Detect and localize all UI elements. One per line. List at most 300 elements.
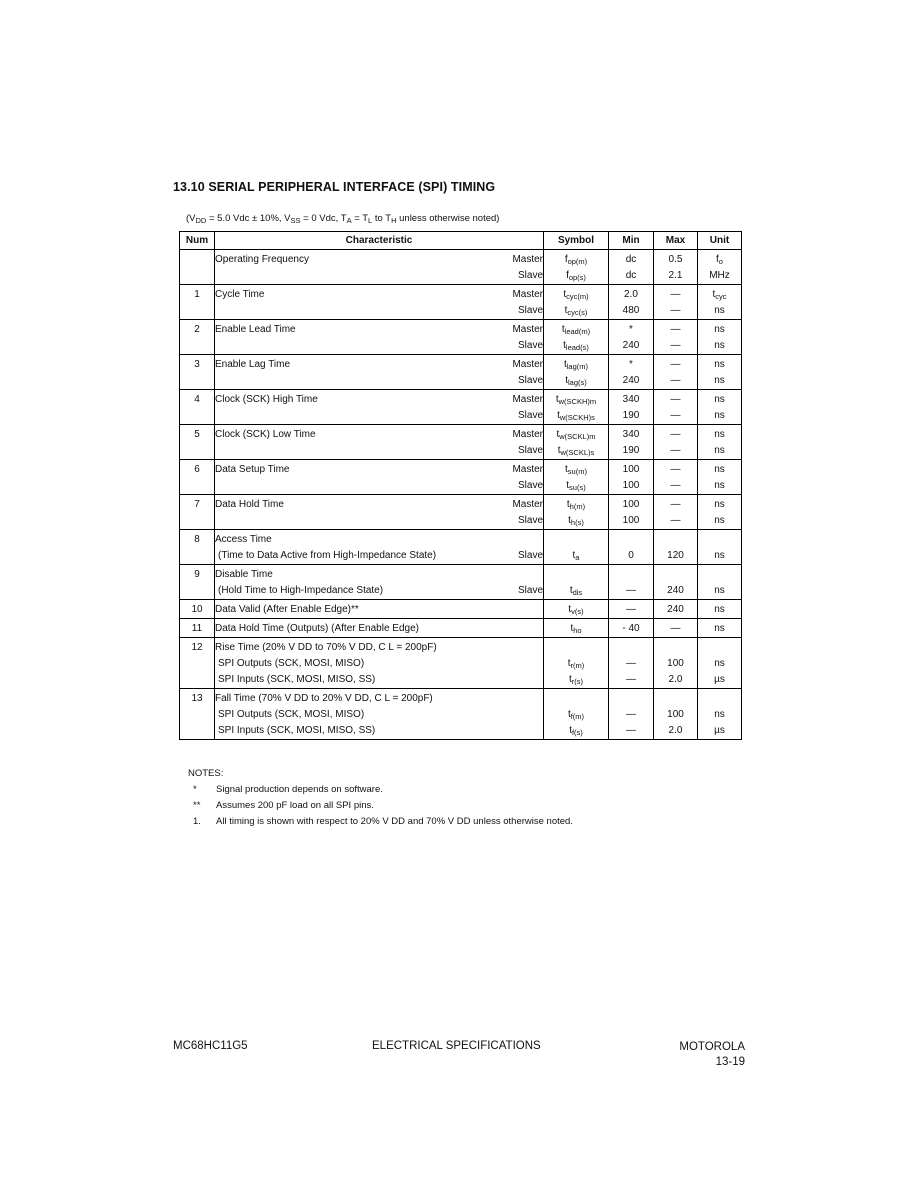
unit-base: ns <box>714 429 725 440</box>
symbol-line <box>544 268 608 284</box>
min-value: 480 <box>622 305 640 316</box>
unit-subscript: o <box>718 257 723 266</box>
row-num <box>180 355 215 390</box>
unit-base: ns <box>714 515 725 526</box>
unit-base: ns <box>714 709 725 720</box>
characteristic-text: Data Hold Time <box>215 499 284 510</box>
footer-part-number: MC68HC11G5 <box>173 1040 248 1052</box>
min-value: 2.0 <box>624 289 638 300</box>
row-num-value: 5 <box>194 429 200 440</box>
row-symbol <box>544 600 609 619</box>
symbol-base: f <box>566 270 569 281</box>
max-value: — <box>670 623 681 634</box>
characteristic-text: Enable Lead Time <box>215 324 296 335</box>
characteristic-line <box>215 357 543 373</box>
characteristic-line <box>215 691 543 707</box>
row-num-value: 2 <box>194 324 200 335</box>
characteristic-line <box>215 373 543 389</box>
row-max <box>654 689 698 740</box>
max-lines <box>654 320 697 354</box>
characteristic-line <box>215 548 543 564</box>
symbol-subscript: su(m) <box>567 467 587 476</box>
unit-base: ns <box>714 604 725 615</box>
symbol-base: t <box>565 464 568 475</box>
row-unit <box>698 689 742 740</box>
row-min <box>609 689 654 740</box>
row-num-lines <box>180 638 214 656</box>
row-num-value: 4 <box>194 394 200 405</box>
unit-line <box>698 567 741 583</box>
row-num <box>180 495 215 530</box>
row-symbol <box>544 285 609 320</box>
characteristic-line <box>215 707 543 723</box>
min-lines <box>609 250 653 284</box>
max-value: 120 <box>667 550 684 561</box>
symbol-lines <box>544 530 608 564</box>
spi-timing-table <box>179 231 742 740</box>
symbol-line <box>544 338 608 354</box>
unit-base: ns <box>714 394 725 405</box>
symbol-line <box>544 322 608 338</box>
max-lines <box>654 250 697 284</box>
row-min <box>609 619 654 638</box>
max-value: — <box>670 480 681 491</box>
mode-label: Slave <box>517 585 543 596</box>
unit-base: ns <box>714 658 725 669</box>
row-num-lines <box>180 320 214 338</box>
unit-line <box>698 532 741 548</box>
characteristic-line <box>215 408 543 424</box>
min-value: — <box>626 604 636 615</box>
footer-publisher <box>679 1040 745 1070</box>
row-symbol <box>544 530 609 565</box>
row-num-value: 10 <box>191 604 203 615</box>
table-row <box>180 390 742 425</box>
max-lines <box>654 495 697 529</box>
characteristic-lines <box>215 689 543 739</box>
test-conditions: ($V_{DD} = 5.0$ Vdc ± 10%, $V_{SS} = 0$ Vdc, $T_A = T_L$ to $T_H$ unless otherwise noted) <box>186 213 500 225</box>
row-min <box>609 320 654 355</box>
unit-line <box>698 268 741 284</box>
unit-base: µs <box>714 674 725 685</box>
symbol-subscript: r(m) <box>570 661 585 670</box>
symbol-base: t <box>563 340 566 351</box>
unit-line <box>698 408 741 424</box>
min-value: * <box>629 324 633 335</box>
row-characteristic <box>215 689 544 740</box>
symbol-base: t <box>568 604 572 615</box>
max-value: 2.0 <box>668 725 683 736</box>
mode-label: Slave <box>517 480 543 491</box>
symbol-line <box>544 672 608 688</box>
mode-label: Master <box>512 254 543 265</box>
row-num-value: 13 <box>191 693 203 704</box>
unit-lines <box>698 355 741 389</box>
max-value: 0.5 <box>668 254 683 265</box>
min-value: 340 <box>622 394 640 405</box>
max-value: 240 <box>667 604 684 615</box>
characteristic-lines <box>215 460 543 494</box>
row-min <box>609 425 654 460</box>
row-num-value: 6 <box>194 464 200 475</box>
symbol-subscript: cyc(m) <box>566 292 589 301</box>
symbol-subscript: su(s) <box>569 483 586 492</box>
unit-base: ns <box>714 480 725 491</box>
characteristic-text: (Time to Data Active from High-Impedance State) <box>218 550 437 561</box>
max-value: 2.0 <box>668 674 683 685</box>
characteristic-text: SPI Inputs (SCK, MOSI, MISO, SS) <box>218 725 376 736</box>
row-characteristic <box>215 530 544 565</box>
characteristic-text: Cycle Time <box>215 289 265 300</box>
symbol-subscript: lag(s) <box>568 378 587 387</box>
symbol-line <box>544 691 608 707</box>
unit-base: ns <box>714 305 725 316</box>
symbol-line <box>544 532 608 548</box>
row-num-lines <box>180 619 214 637</box>
unit-base: ns <box>714 464 725 475</box>
unit-base: ns <box>714 623 725 634</box>
unit-lines <box>698 638 741 688</box>
symbol-base: t <box>565 375 568 386</box>
unit-base: f <box>716 254 719 265</box>
characteristic-text: SPI Inputs (SCK, MOSI, MISO, SS) <box>218 674 376 685</box>
table-row <box>180 250 742 285</box>
min-lines <box>609 495 653 529</box>
symbol-base: t <box>569 725 572 736</box>
symbol-lines <box>544 285 608 319</box>
mode-label: Slave <box>517 305 543 316</box>
unit-base: t <box>712 289 716 300</box>
symbol-base: t <box>570 623 574 634</box>
max-value <box>654 532 697 548</box>
row-symbol <box>544 460 609 495</box>
row-num-value <box>180 252 214 268</box>
min-value: — <box>626 674 636 685</box>
note-item: * Signal production depends on software. <box>193 784 383 795</box>
unit-base: ns <box>714 340 725 351</box>
unit-line <box>698 602 741 618</box>
row-num-value: 8 <box>194 534 200 545</box>
characteristic-line <box>215 303 543 319</box>
symbol-lines <box>544 250 608 284</box>
min-value: 0 <box>628 550 634 561</box>
symbol-subscript: f(m) <box>570 712 585 721</box>
unit-lines <box>698 285 741 319</box>
characteristic-text: Data Hold Time (Outputs) (After Enable Edge) <box>215 623 419 634</box>
min-value: 190 <box>622 410 640 421</box>
min-lines <box>609 320 653 354</box>
row-num-lines <box>180 495 214 513</box>
row-min <box>609 355 654 390</box>
row-characteristic <box>215 285 544 320</box>
min-value: dc <box>625 254 637 265</box>
mode-label: Master <box>512 289 543 300</box>
symbol-base: t <box>556 429 560 440</box>
max-value: — <box>670 445 681 456</box>
row-max <box>654 285 698 320</box>
unit-line <box>698 691 741 707</box>
symbol-subscript: a <box>575 553 580 562</box>
symbol-line <box>544 583 608 599</box>
characteristic-text: Enable Lag Time <box>215 359 291 370</box>
min-value: 340 <box>622 429 640 440</box>
characteristic-text: Fall Time (70% V DD to 20% V DD, C L = 200pF) <box>215 693 433 704</box>
row-num-value: 1 <box>194 289 200 300</box>
characteristic-line <box>215 478 543 494</box>
max-lines <box>654 530 697 564</box>
unit-line <box>698 548 741 564</box>
characteristic-line <box>215 497 543 513</box>
max-value: — <box>670 375 681 386</box>
row-min <box>609 530 654 565</box>
symbol-lines <box>544 619 608 637</box>
mode-label: Master <box>512 429 543 440</box>
symbol-line <box>544 478 608 494</box>
characteristic-line <box>215 443 543 459</box>
max-lines <box>654 390 697 424</box>
unit-base: ns <box>714 445 725 456</box>
row-characteristic <box>215 460 544 495</box>
max-value: — <box>670 499 681 510</box>
row-max <box>654 530 698 565</box>
symbol-base: t <box>572 550 576 561</box>
row-max <box>654 600 698 619</box>
mode-label: Slave <box>517 270 543 281</box>
min-value: — <box>626 658 636 669</box>
characteristic-line <box>215 513 543 529</box>
row-characteristic <box>215 425 544 460</box>
max-value: 100 <box>667 709 684 720</box>
symbol-subscript: w(SCKL)s <box>560 448 595 457</box>
characteristic-text: Access Time <box>215 534 272 545</box>
mode-label: Slave <box>517 550 543 561</box>
row-unit <box>698 565 742 600</box>
row-max <box>654 495 698 530</box>
unit-line <box>698 392 741 408</box>
row-characteristic <box>215 619 544 638</box>
characteristic-lines <box>215 390 543 424</box>
symbol-subscript: w(SCKL)m <box>559 432 596 441</box>
max-value <box>654 567 697 583</box>
symbol-subscript: dis <box>572 588 583 597</box>
notes-heading: NOTES: <box>188 768 224 779</box>
symbol-base: t <box>557 445 561 456</box>
row-min <box>609 565 654 600</box>
max-value: — <box>670 305 681 316</box>
unit-lines <box>698 425 741 459</box>
symbol-base: t <box>564 305 568 316</box>
characteristic-line <box>215 268 543 284</box>
row-unit <box>698 530 742 565</box>
symbol-base: t <box>568 515 571 526</box>
table-row <box>180 689 742 740</box>
row-num <box>180 638 215 689</box>
unit-lines <box>698 565 741 599</box>
row-num-lines <box>180 565 214 583</box>
symbol-line <box>544 640 608 656</box>
table-row <box>180 638 742 689</box>
unit-lines <box>698 390 741 424</box>
row-num-lines <box>180 250 214 268</box>
characteristic-lines <box>215 320 543 354</box>
characteristic-line <box>215 602 543 618</box>
min-value: 100 <box>622 480 640 491</box>
min-lines <box>609 530 653 564</box>
row-max <box>654 320 698 355</box>
unit-line <box>698 303 741 319</box>
unit-lines <box>698 600 741 618</box>
min-value <box>609 532 653 548</box>
min-lines <box>609 600 653 618</box>
max-value: — <box>670 289 681 300</box>
unit-line <box>698 583 741 599</box>
symbol-subscript: w(SCKH)s <box>559 413 595 422</box>
table-row <box>180 600 742 619</box>
row-max <box>654 619 698 638</box>
min-value: 100 <box>622 464 640 475</box>
characteristic-line <box>215 532 543 548</box>
symbol-subscript: lead(m) <box>564 327 591 336</box>
row-min <box>609 285 654 320</box>
row-unit <box>698 355 742 390</box>
characteristic-lines <box>215 355 543 389</box>
table-header-row <box>180 232 742 250</box>
max-lines <box>654 619 697 637</box>
min-value: 100 <box>622 499 640 510</box>
symbol-line <box>544 462 608 478</box>
mode-label: Slave <box>517 515 543 526</box>
row-min <box>609 638 654 689</box>
row-characteristic <box>215 495 544 530</box>
row-num <box>180 320 215 355</box>
symbol-lines <box>544 355 608 389</box>
unit-base: µs <box>714 725 725 736</box>
row-min <box>609 390 654 425</box>
characteristic-line <box>215 640 543 656</box>
symbol-subscript: h(s) <box>570 518 584 527</box>
symbol-subscript: r(s) <box>571 677 584 686</box>
row-num <box>180 250 215 285</box>
row-symbol <box>544 425 609 460</box>
row-unit <box>698 285 742 320</box>
mode-label: Master <box>512 464 543 475</box>
symbol-base: f <box>564 254 568 265</box>
row-num <box>180 565 215 600</box>
header-characteristic: Characteristic <box>215 232 544 250</box>
row-num <box>180 689 215 740</box>
unit-line <box>698 252 741 268</box>
mode-label: Master <box>512 359 543 370</box>
min-value: * <box>629 359 633 370</box>
table-row <box>180 320 742 355</box>
min-value: 100 <box>622 515 640 526</box>
min-value: — <box>626 709 636 720</box>
characteristic-lines <box>215 285 543 319</box>
row-num <box>180 285 215 320</box>
unit-base: ns <box>714 499 725 510</box>
unit-lines <box>698 460 741 494</box>
row-num <box>180 425 215 460</box>
symbol-lines <box>544 495 608 529</box>
characteristic-line <box>215 322 543 338</box>
max-value: — <box>670 394 681 405</box>
row-max <box>654 638 698 689</box>
symbol-base: t <box>563 359 567 370</box>
row-max <box>654 460 698 495</box>
table-row <box>180 565 742 600</box>
header-unit: Unit <box>698 232 742 250</box>
min-value: — <box>626 585 636 596</box>
unit-line <box>698 497 741 513</box>
table-row <box>180 285 742 320</box>
symbol-base: t <box>567 709 571 720</box>
row-max <box>654 250 698 285</box>
characteristic-line <box>215 338 543 354</box>
unit-lines <box>698 619 741 637</box>
symbol-line <box>544 621 608 637</box>
symbol-line <box>544 443 608 459</box>
characteristic-lines <box>215 250 543 284</box>
characteristic-line <box>215 723 543 739</box>
row-num-value: 12 <box>191 642 203 653</box>
min-value <box>609 691 653 707</box>
symbol-subscript: op(m) <box>567 257 588 266</box>
max-value: — <box>670 429 681 440</box>
note-item: 1. All timing is shown with respect to 20% V DD and 70% V DD unless otherwise noted. <box>193 816 573 827</box>
symbol-line <box>544 656 608 672</box>
symbol-line <box>544 303 608 319</box>
symbol-line <box>544 707 608 723</box>
unit-base: MHz <box>709 270 730 281</box>
row-symbol <box>544 355 609 390</box>
mode-label: Slave <box>517 340 543 351</box>
symbol-subscript: v(s) <box>571 607 584 616</box>
row-characteristic <box>215 565 544 600</box>
min-lines <box>609 285 653 319</box>
row-min <box>609 495 654 530</box>
max-lines <box>654 565 697 599</box>
row-num-value: 7 <box>194 499 200 510</box>
max-value: 100 <box>667 658 684 669</box>
row-min <box>609 600 654 619</box>
unit-line <box>698 373 741 389</box>
header-symbol: Symbol <box>544 232 609 250</box>
symbol-line <box>544 373 608 389</box>
min-value: 240 <box>622 375 640 386</box>
min-lines <box>609 689 653 739</box>
row-unit <box>698 619 742 638</box>
characteristic-line <box>215 583 543 599</box>
characteristic-line <box>215 392 543 408</box>
row-symbol <box>544 619 609 638</box>
header-min: Min <box>609 232 654 250</box>
footer-page-number: 13-19 <box>715 1056 745 1068</box>
unit-line <box>698 357 741 373</box>
mode-label: Slave <box>517 445 543 456</box>
table-row <box>180 495 742 530</box>
symbol-line <box>544 287 608 303</box>
unit-line <box>698 513 741 529</box>
row-num-lines <box>180 600 214 618</box>
min-value: - 40 <box>622 623 640 634</box>
characteristic-lines <box>215 619 543 637</box>
min-value: — <box>626 725 636 736</box>
symbol-base: t <box>569 585 573 596</box>
characteristic-text: Clock (SCK) High Time <box>215 394 318 405</box>
row-num-value: 3 <box>194 359 200 370</box>
table-row <box>180 530 742 565</box>
row-symbol <box>544 638 609 689</box>
